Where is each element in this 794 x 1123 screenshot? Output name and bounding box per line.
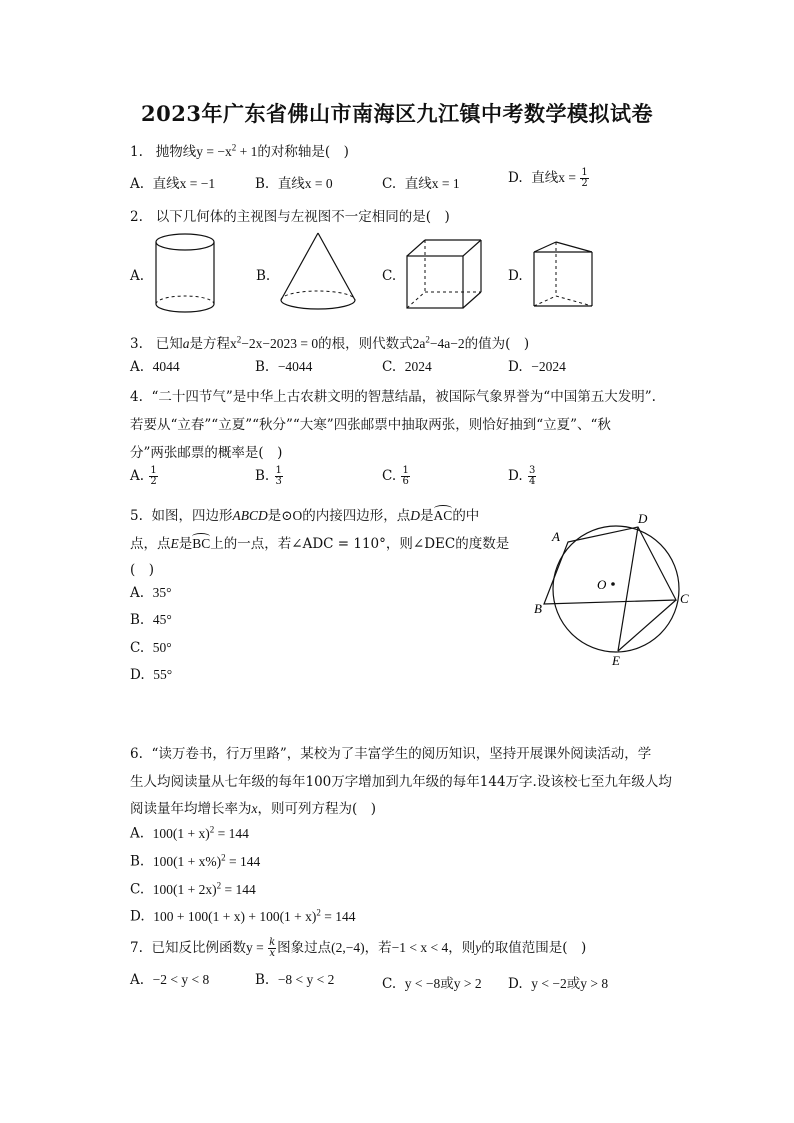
label-e: E	[612, 653, 620, 668]
option-d: D.	[508, 268, 523, 284]
option-a: A. 4044	[130, 359, 180, 375]
option-d: D. y < −2或y > 8	[508, 976, 609, 992]
cube-icon	[403, 236, 485, 312]
question-number: 7.	[130, 940, 143, 956]
question-6-line-3: 阅读量年均增长率为x，则可列方程为( )	[130, 801, 377, 817]
option-a: A. $100(1 + x)^2 = 144$	[130, 824, 249, 842]
option-b: B. $100(1 + x\%)^2 = 144$	[130, 852, 261, 870]
option-a: A. 直线x = −1	[130, 176, 216, 192]
option-b: B. $\frac{1}{3}$	[255, 465, 282, 487]
question-2	[130, 205, 450, 225]
cylinder-icon	[150, 232, 220, 316]
question-6-line-2: 生人均阅读量从七年级的每年100万字增加到九年级的每年144万字.设该校七至九年级人均	[130, 774, 672, 790]
option-c: C. $100(1 + 2x)^2 = 144$	[130, 880, 256, 898]
option-d: D. 直线x = $\frac{1}{2}$	[508, 167, 588, 189]
option-b: B. 直线x = 0	[255, 176, 333, 192]
cone-icon	[276, 230, 360, 316]
option-a: A. 35°	[130, 585, 172, 601]
triangular-prism-icon	[530, 238, 596, 312]
question-3: 3. 已知a是方程$x^2-2x-2023 = 0$的根，则代数式$2a^2-4a-2$的值为( )	[130, 334, 530, 352]
quadrilateral-abcd	[544, 527, 676, 604]
question-6: 6. “读万卷书，行万里路”，某校为了丰富学生的阅历知识，坚持开展课外阅读活动，学	[130, 746, 652, 762]
label-a: A	[552, 529, 560, 544]
option-c: C.	[382, 268, 397, 284]
label-o: O	[597, 577, 607, 592]
circle-figure	[530, 505, 700, 675]
question-number: 6.	[130, 746, 143, 762]
option-d: D. −2024	[508, 359, 566, 375]
question-number: 3.	[130, 336, 143, 352]
label-d: D	[638, 511, 648, 526]
page-title: 2023年广东省佛山市南海区九江镇中考数学模拟试卷	[141, 101, 653, 126]
option-b: B. 45°	[130, 612, 172, 628]
option-d: D. $100 + 100(1 + x) + 100(1 + x)^2 = 144$	[130, 907, 356, 925]
question-1: 1. 抛物线$y = -x^2 + 1$的对称轴是( )	[130, 142, 349, 160]
option-c: C. $\frac{1}{6}$	[382, 465, 409, 487]
option-a: A. $\frac{1}{2}$	[130, 465, 157, 487]
option-b: B. −4044	[255, 359, 313, 375]
option-a: A. −2 < y < 8	[130, 972, 210, 988]
option-c: C. y < −8或y > 2	[382, 976, 482, 992]
option-c: C. 50°	[130, 640, 172, 656]
question-text: 以下几何体的主视图与左视图不一定相同的是( )	[155, 209, 450, 225]
segment-de	[618, 527, 638, 651]
circle-o	[553, 526, 679, 652]
label-c: C	[680, 591, 689, 606]
option-c: C. 直线x = 1	[382, 176, 460, 192]
equation: $y = -x^2 + 1$	[196, 142, 258, 159]
option-c: C. 2024	[382, 359, 432, 375]
question-5-line-2: 点，点E是BC上的一点，若∠ADC = 110°，则∠DEC的度数是	[130, 536, 510, 552]
question-5: 5. 如图，四边形ABCD是⊙O的内接四边形，点D是AC的中	[130, 508, 480, 524]
center-point	[611, 582, 615, 586]
question-number: 4.	[130, 389, 143, 405]
option-d: D. $\frac{3}{4}$	[508, 465, 536, 487]
option-b: B.	[256, 268, 271, 284]
question-number: 2.	[130, 209, 143, 225]
question-number: 1.	[130, 144, 143, 160]
option-d: D. 55°	[130, 667, 173, 683]
question-4: 4. “二十四节气”是中华上古农耕文明的智慧结晶，被国际气象界誉为“中国第五大发明”.	[130, 389, 656, 405]
label-b: B	[534, 601, 542, 616]
question-5-line-3: ( )	[130, 562, 155, 578]
option-b: B. −8 < y < 2	[255, 972, 335, 988]
question-4-line-3: 分”两张邮票的概率是( )	[130, 445, 283, 461]
question-4-line-2: 若要从“立春”“立夏”“秋分”“大寒”四张邮票中抽取两张，则恰好抽到“立夏”、“秋	[130, 417, 611, 433]
question-text: 抛物线	[155, 144, 197, 160]
option-a: A.	[130, 268, 145, 284]
question-7: 7. 已知反比例函数y = $\frac{k}{x}$ 图象过点(2,−4)，若−1 < x < 4，则y的取值范围是( )	[130, 937, 587, 959]
question-number: 5.	[130, 508, 143, 524]
